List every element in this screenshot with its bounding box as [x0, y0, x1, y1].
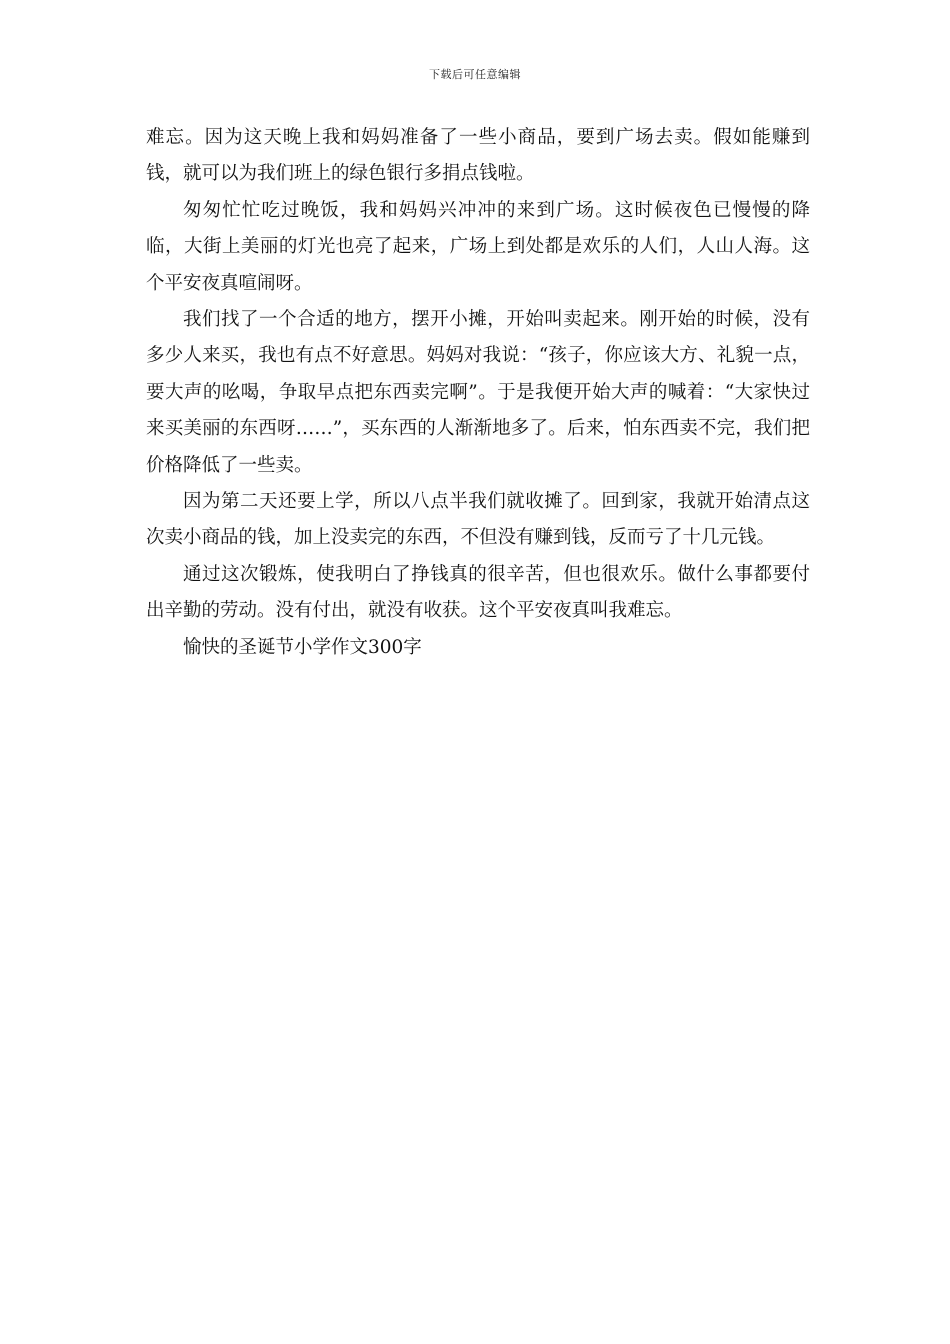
paragraph: 匆匆忙忙吃过晚饭，我和妈妈兴冲冲的来到广场。这时候夜色已慢慢的降临，大街上美丽的灯光也亮了起来，广场上到处都是欢乐的人们，人山人海。这个平安夜真喧闹呀。: [146, 199, 810, 294]
paragraph: 因为第二天还要上学，所以八点半我们就收摊了。回到家，我就开始清点这次卖小商品的钱，加上没卖完的东西，不但没有赚到钱，反而亏了十几元钱。: [146, 491, 810, 549]
paragraph: 我们找了一个合适的地方，摆开小摊，开始叫卖起来。刚开始的时候，没有多少人来买，我也有点不好意思。妈妈对我说：“孩子，你应该大方、礼貌一点，要大声的吆喝，争取早点把东西卖完啊”。于是我便开始大声的喊着：“大家快过来买美丽的东西呀……”，买东西的人渐渐地多了。后来，怕东西卖不完，我们把价格降低了一些卖。: [146, 309, 810, 476]
body-text: [146, 120, 810, 666]
paragraph: 难忘。因为这天晚上我和妈妈准备了一些小商品，要到广场去卖。假如能赚到钱，就可以为我们班上的绿色银行多捐点钱啦。: [146, 127, 810, 185]
next-article-title: 愉快的圣诞节小学作文300字: [183, 636, 422, 658]
paragraph: 通过这次锻炼，使我明白了挣钱真的很辛苦，但也很欢乐。做什么事都要付出辛勤的劳动。没有付出，就没有收获。这个平安夜真叫我难忘。: [146, 563, 810, 622]
page-header: 下载后可任意编辑: [429, 68, 521, 81]
